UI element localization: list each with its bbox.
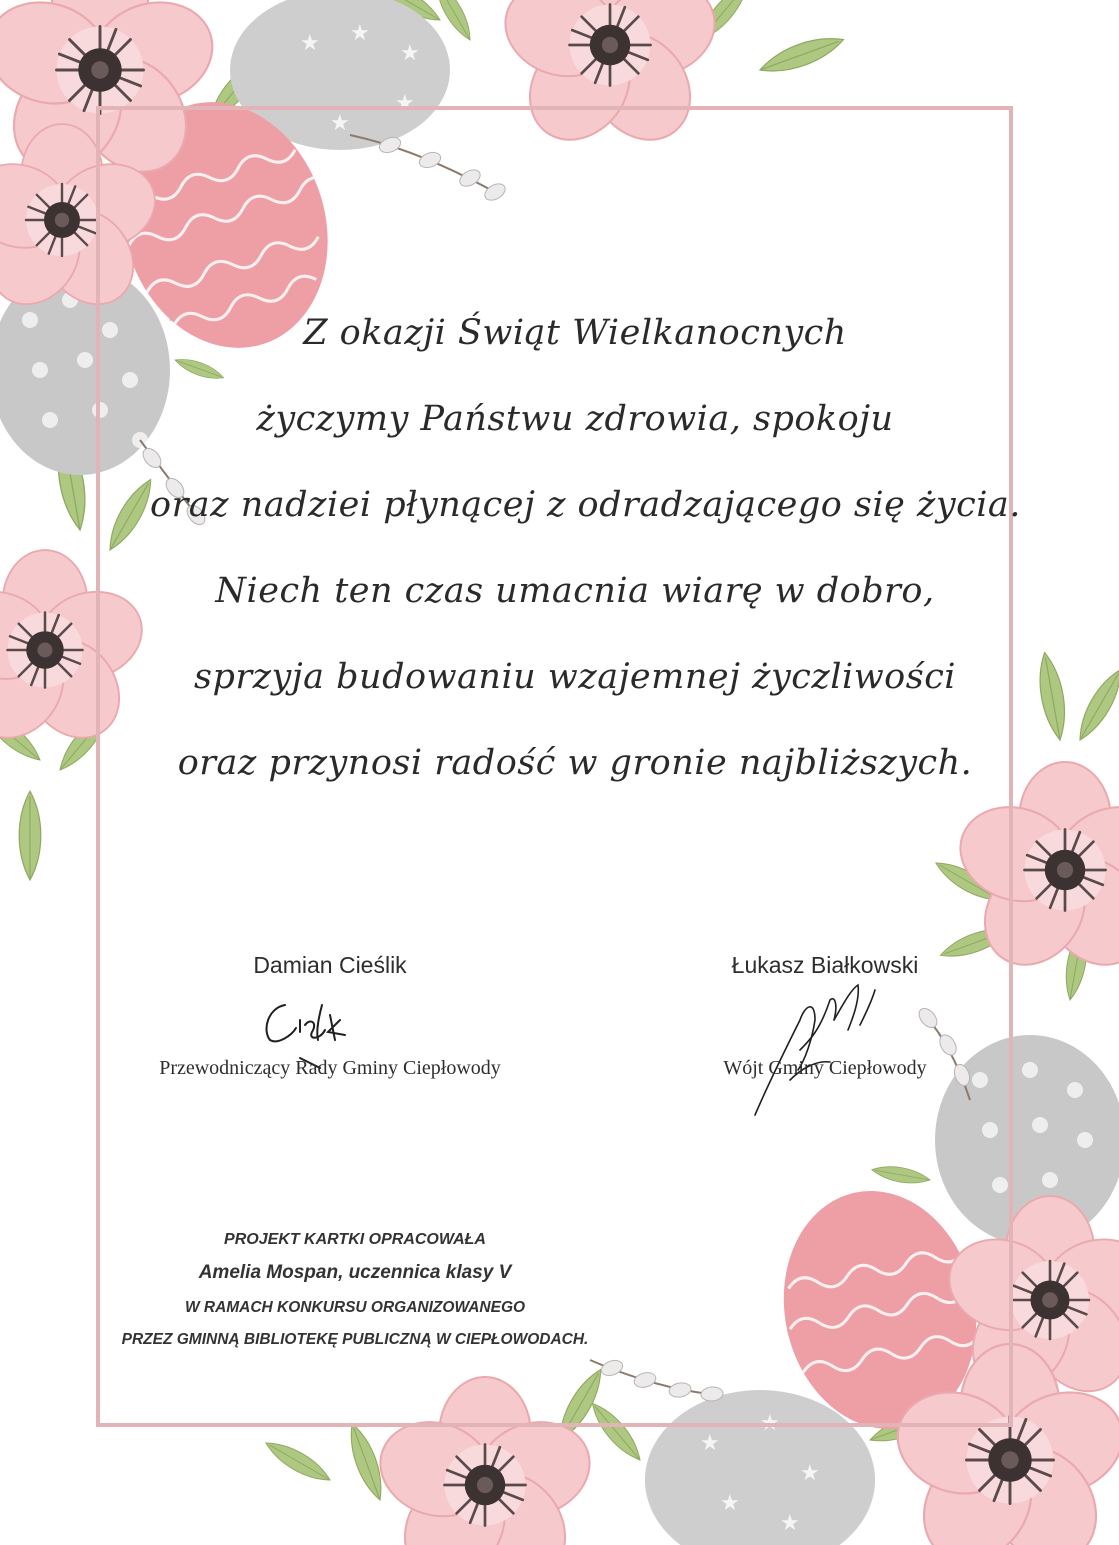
signatory-right-name: Łukasz Białkowski [731,952,919,978]
greeting-line-4: Niech ten czas umacnia wiarę w dobro, [215,571,935,611]
signatory-left-name: Damian Cieślik [253,952,407,978]
greeting-text [150,290,1021,806]
svg-text:★: ★ [330,111,350,136]
greeting-line-6: oraz przynosi radość w gronie najbliższych. [177,743,973,783]
svg-text:★: ★ [720,1491,740,1516]
greeting-line-2: życzymy Państwu zdrowia, spokoju [256,399,894,439]
credit-line-1: PROJEKT KARTKI OPRACOWAŁA [224,1231,486,1248]
signatory-left [110,952,550,1080]
signatory-right [680,952,970,1080]
svg-text:★: ★ [760,1411,780,1436]
svg-text:★: ★ [780,1511,800,1536]
svg-text:★: ★ [350,21,370,46]
greeting-line-3: oraz nadziei płynącej z odradzającego się życia. [150,485,1021,525]
signatory-left-role: Przewodniczący Rady Gminy Ciepłowody [159,1057,501,1079]
svg-text:★: ★ [395,91,415,116]
svg-text:★: ★ [800,1461,820,1486]
credit-line-4: PRZEZ GMINNĄ BIBLIOTEKĘ PUBLICZNĄ W CIEPŁOWODACH. [121,1331,589,1348]
card-credit [100,1225,610,1355]
svg-text:★: ★ [300,31,320,56]
greeting-line-5: sprzyja budowaniu wzajemnej życzliwości [194,657,956,697]
credit-line-3: W RAMACH KONKURSU ORGANIZOWANEGO [184,1299,526,1316]
svg-text:★: ★ [400,41,420,66]
signatory-right-role: Wójt Gminy Ciepłowody [723,1057,927,1079]
greeting-line-1: Z okazji Świąt Wielkanocnych [303,313,847,353]
svg-text:★: ★ [700,1431,720,1456]
credit-line-2: Amelia Mospan, uczennica klasy V [198,1262,512,1283]
